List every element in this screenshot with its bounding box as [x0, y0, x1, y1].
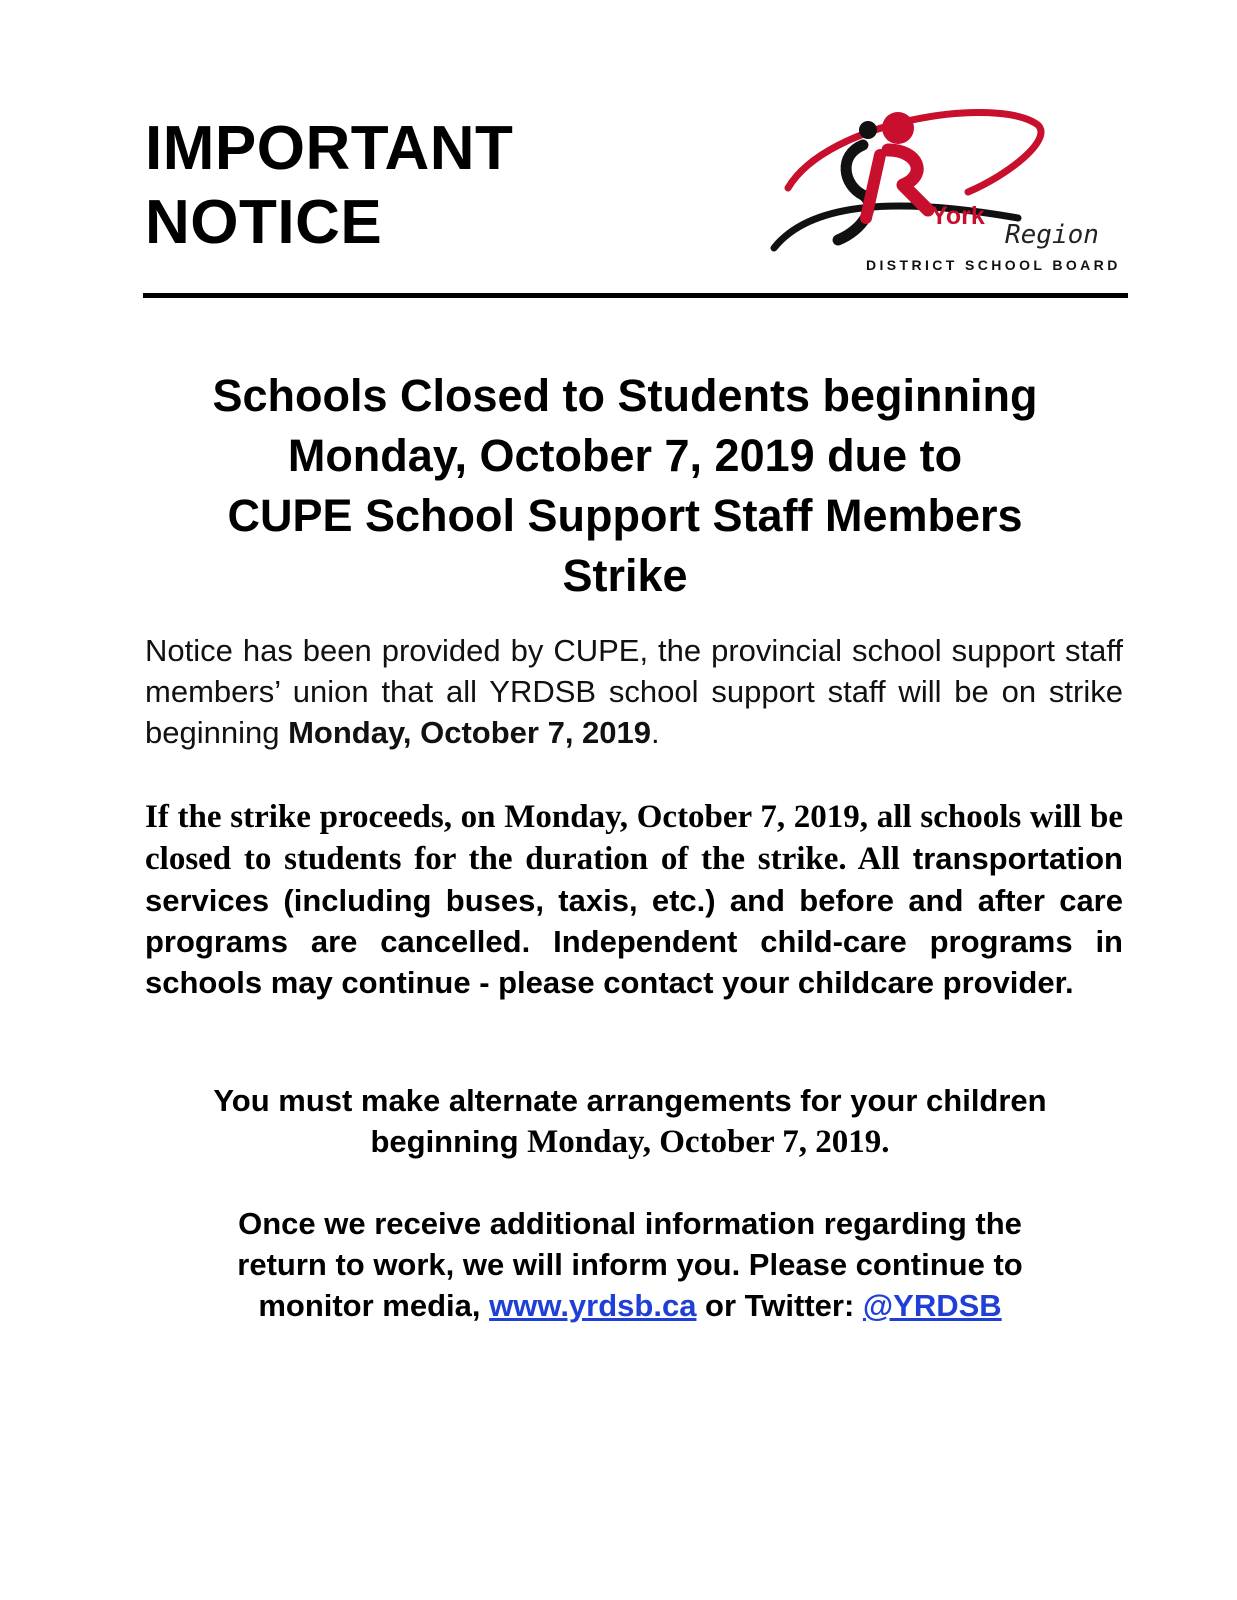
headline-line-1: Schools Closed to Students beginning — [212, 370, 1038, 421]
return-middle: or Twitter: — [696, 1288, 863, 1323]
notice-title — [145, 112, 705, 260]
arrangements-paragraph — [130, 1080, 1130, 1163]
twitter-link[interactable]: @YRDSB — [862, 1288, 1002, 1323]
logo-subtitle: DISTRICT SCHOOL BOARD — [866, 257, 1121, 273]
headline-line-2: Monday, October 7, 2019 due to — [287, 430, 963, 481]
return-paragraph — [130, 1203, 1130, 1326]
intro-text: Notice has been provided by CUPE, the provincial school support staff members’ union that all YRDSB school support staff will be on strike beginning — [145, 633, 1123, 750]
return-line-1: Once we receive additional information regarding the — [238, 1206, 1022, 1241]
logo-word-region: Region — [1005, 220, 1099, 250]
headline-line-3: CUPE School Support Staff Members — [227, 490, 1023, 541]
headline — [130, 366, 1120, 606]
headline-line-4: Strike — [562, 550, 688, 601]
return-prefix: monitor media, — [258, 1288, 490, 1323]
header-divider — [143, 293, 1128, 298]
closure-serif-text: If the strike proceeds, on Monday, October 7, 2019, all schools will be closed to students for the duration of the strike. All — [145, 799, 1123, 877]
return-line-3 — [130, 1285, 1130, 1326]
title-line-1: IMPORTANT — [145, 114, 514, 183]
arrangements-date: Monday, October 7, 2019. — [527, 1124, 890, 1160]
logo-word-york: York — [931, 202, 985, 230]
yrdsb-logo — [768, 100, 1128, 280]
title-line-2: NOTICE — [145, 188, 383, 257]
closure-paragraph — [145, 796, 1123, 1003]
website-link[interactable]: www.yrdsb.ca — [489, 1288, 697, 1323]
closure-sans-text: transportation services (including buses, taxis, etc.) and before and after care programs are cancelled. Independent child-care programs in schools may continue - please contact your childcare provider. — [145, 841, 1123, 1000]
intro-paragraph — [145, 630, 1123, 753]
intro-end: . — [651, 715, 660, 750]
yrdsb-logo-mark-icon — [768, 100, 1128, 280]
return-line-2: return to work, we will inform you. Please continue to — [237, 1247, 1023, 1282]
arrangements-prefix: beginning — [370, 1124, 528, 1159]
intro-date: Monday, October 7, 2019 — [288, 715, 652, 750]
arrangements-line-2 — [130, 1121, 1130, 1163]
arrangements-line-1: You must make alternate arrangements for your children — [213, 1083, 1047, 1118]
